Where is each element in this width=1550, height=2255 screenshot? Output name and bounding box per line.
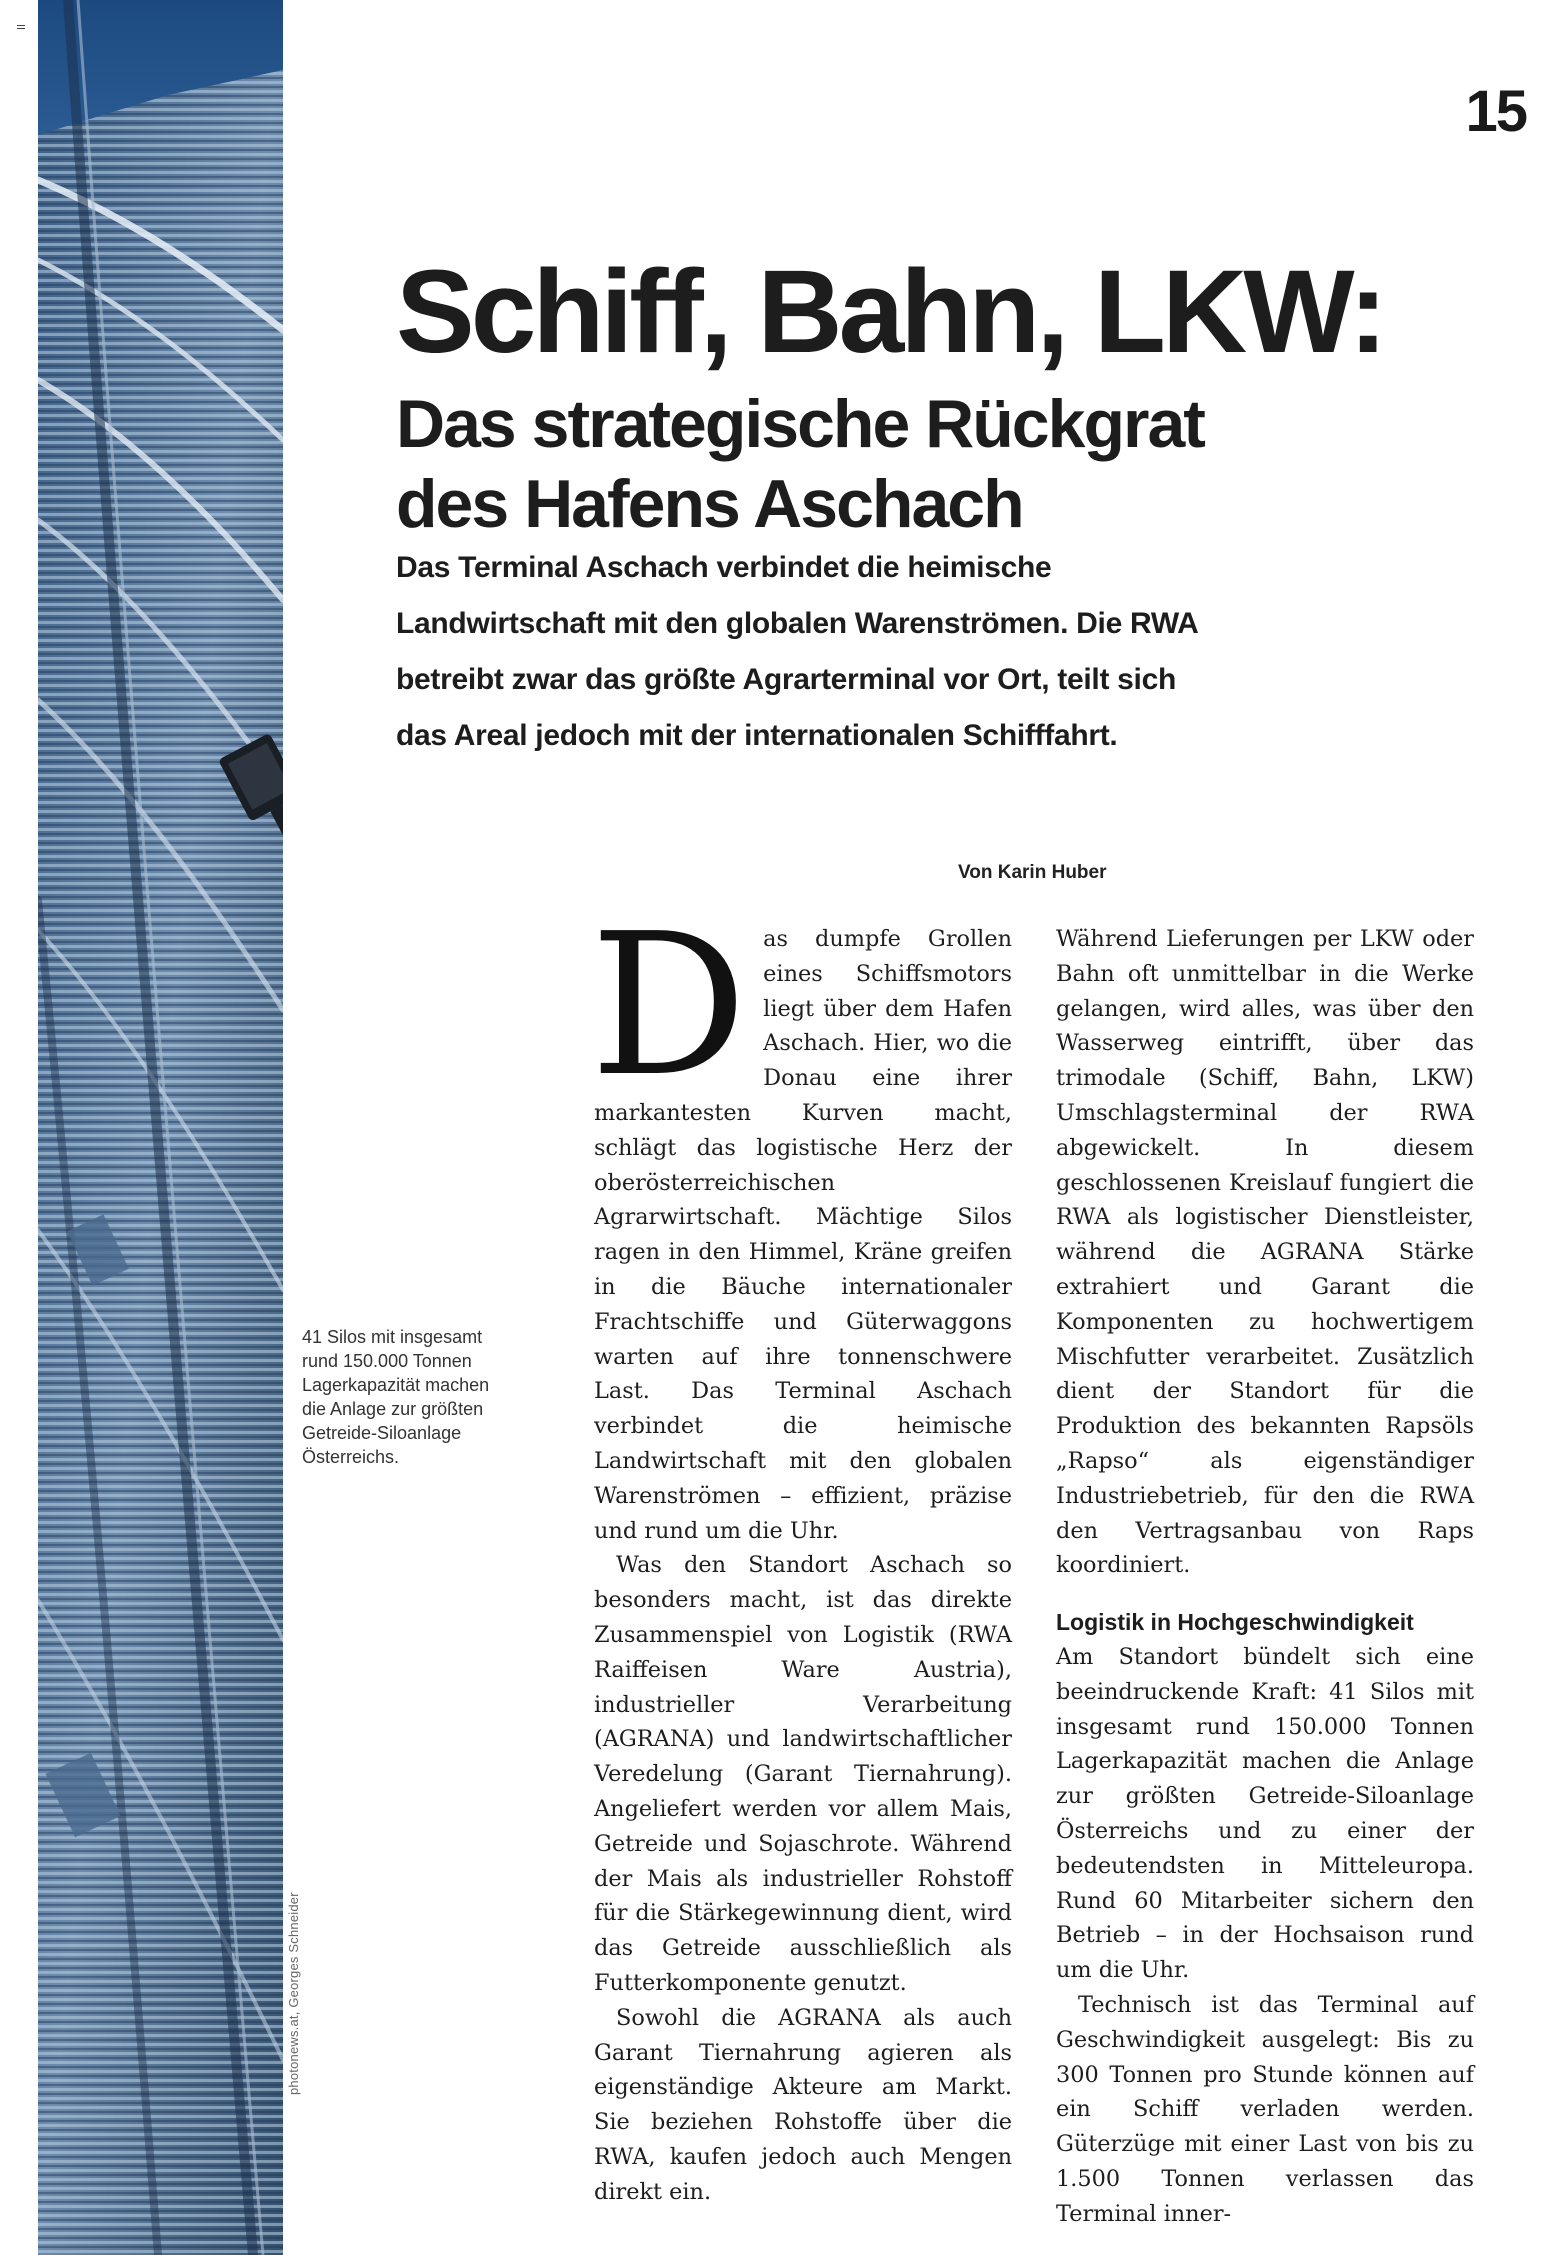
print-crop-mark bbox=[17, 25, 25, 31]
headline-main: Schiff, Bahn, LKW: bbox=[396, 246, 1384, 378]
body-paragraph: Was den Standort Aschach so besonders macht, ist das direkte Zusammenspiel von Logistik (RWA Raiffeisen Ware Austria), industrieller Verarbeitung (AGRANA) und landwirtschaftlicher Veredelung (Garant Tiernahrung). Angeliefert werden vor allem Mais, Getreide und Sojaschrote. Während der Mais als industrieller Rohstoff für die Stärkegewinnung dient, wird das Getreide ausschließlich als Futterkomponente genutzt. bbox=[594, 1552, 1012, 1996]
article-headline bbox=[396, 246, 1476, 544]
body-paragraph: Am Standort bündelt sich eine beeindruckende Kraft: 41 Silos mit insgesamt rund 150.000 Tonnen Lagerkapazität machen die Anlage zur größten Getreide-Siloanlage Österreichs und zu einer der bedeutendsten in Mitteleuropa. Rund 60 Mitarbeiter sichern den Betrieb – in der Hochsaison rund um die Uhr. bbox=[1056, 1643, 1474, 1984]
body-paragraph bbox=[590, 892, 1012, 1548]
article-lead: Das Terminal Aschach verbindet die heimische Landwirtschaft mit den globalen Warenströmen. Die RWA betreibt zwar das größte Agrarterminal vor Ort, teilt sich das Areal jedoch mit der internationalen Schifffahrt. bbox=[396, 551, 1198, 752]
body-column-left bbox=[590, 892, 1012, 2209]
body-paragraph: Während Lieferungen per LKW oder Bahn oft unmittelbar in die Werke gelangen, wird alles, was über den Wasserweg eintrifft, über das trimodale (Schiff, Bahn, LKW) Umschlagsterminal der RWA abgewickelt. In diesem geschlossenen Kreislauf fungiert die RWA als logistischer Dienstleister, während die AGRANA Stärke extrahiert und Garant die Komponenten zu hochwertigem Mischfutter verarbeitet. Zusätzlich dient der Standort für die Produktion des bekannten Rapsöls „Rapso“ als eigenständiger Industriebetrieb, für den die RWA den Vertragsanbau von Raps koordiniert. bbox=[1056, 926, 1474, 1579]
silo-roof-photo bbox=[38, 0, 283, 2255]
body-paragraph: Technisch ist das Terminal auf Geschwindigkeit ausgelegt: Bis zu 300 Tonnen pro Stunde können auf ein Schiff verladen werden. Güterzüge mit einer Last von bis zu 1.500 Tonnen verlassen das Terminal inner- bbox=[1056, 1991, 1474, 2227]
drop-cap: D bbox=[590, 892, 748, 1120]
photo-caption: 41 Silos mit insgesamt rund 150.000 Tonnen Lagerkapazität machen die Anlage zur größten Getreide-Siloanlage Österreichs. bbox=[302, 1327, 490, 1467]
paragraph-text: as dumpfe Grollen eines Schiffsmotors liegt über dem Hafen Aschach. Hier, wo die Donau eine ihrer markantesten Kurven macht, schlägt das logistische Herz der oberösterreichischen Agrarwirtschaft. Mächtige Silos ragen in den Himmel, Kräne greifen in die Bäuche internationaler Frachtschiffe und Güterwaggons warten auf ihre tonnenschwere Last. Das Terminal Aschach verbindet die heimische Landwirtschaft mit den globalen Warenströmen – effizient, präzise und rund um die Uhr. bbox=[594, 926, 1012, 1544]
body-paragraph: Sowohl die AGRANA als auch Garant Tiernahrung agieren als eigenständige Akteure am Markt. Sie beziehen Rohstoffe über die RWA, kaufen jedoch auch Mengen direkt ein. bbox=[594, 2004, 1012, 2205]
body-column-right bbox=[1056, 922, 1474, 2231]
section-subheading: Logistik in Hochgeschwindigkeit bbox=[1056, 1609, 1414, 1636]
author-byline: Von Karin Huber bbox=[958, 862, 1107, 883]
page-number: 15 bbox=[1465, 79, 1526, 144]
photo-credit: photonews.at, Georges Schneider bbox=[286, 1892, 301, 2095]
headline-sub: Das strategische Rückgrat des Hafens Aschach bbox=[396, 386, 1204, 542]
